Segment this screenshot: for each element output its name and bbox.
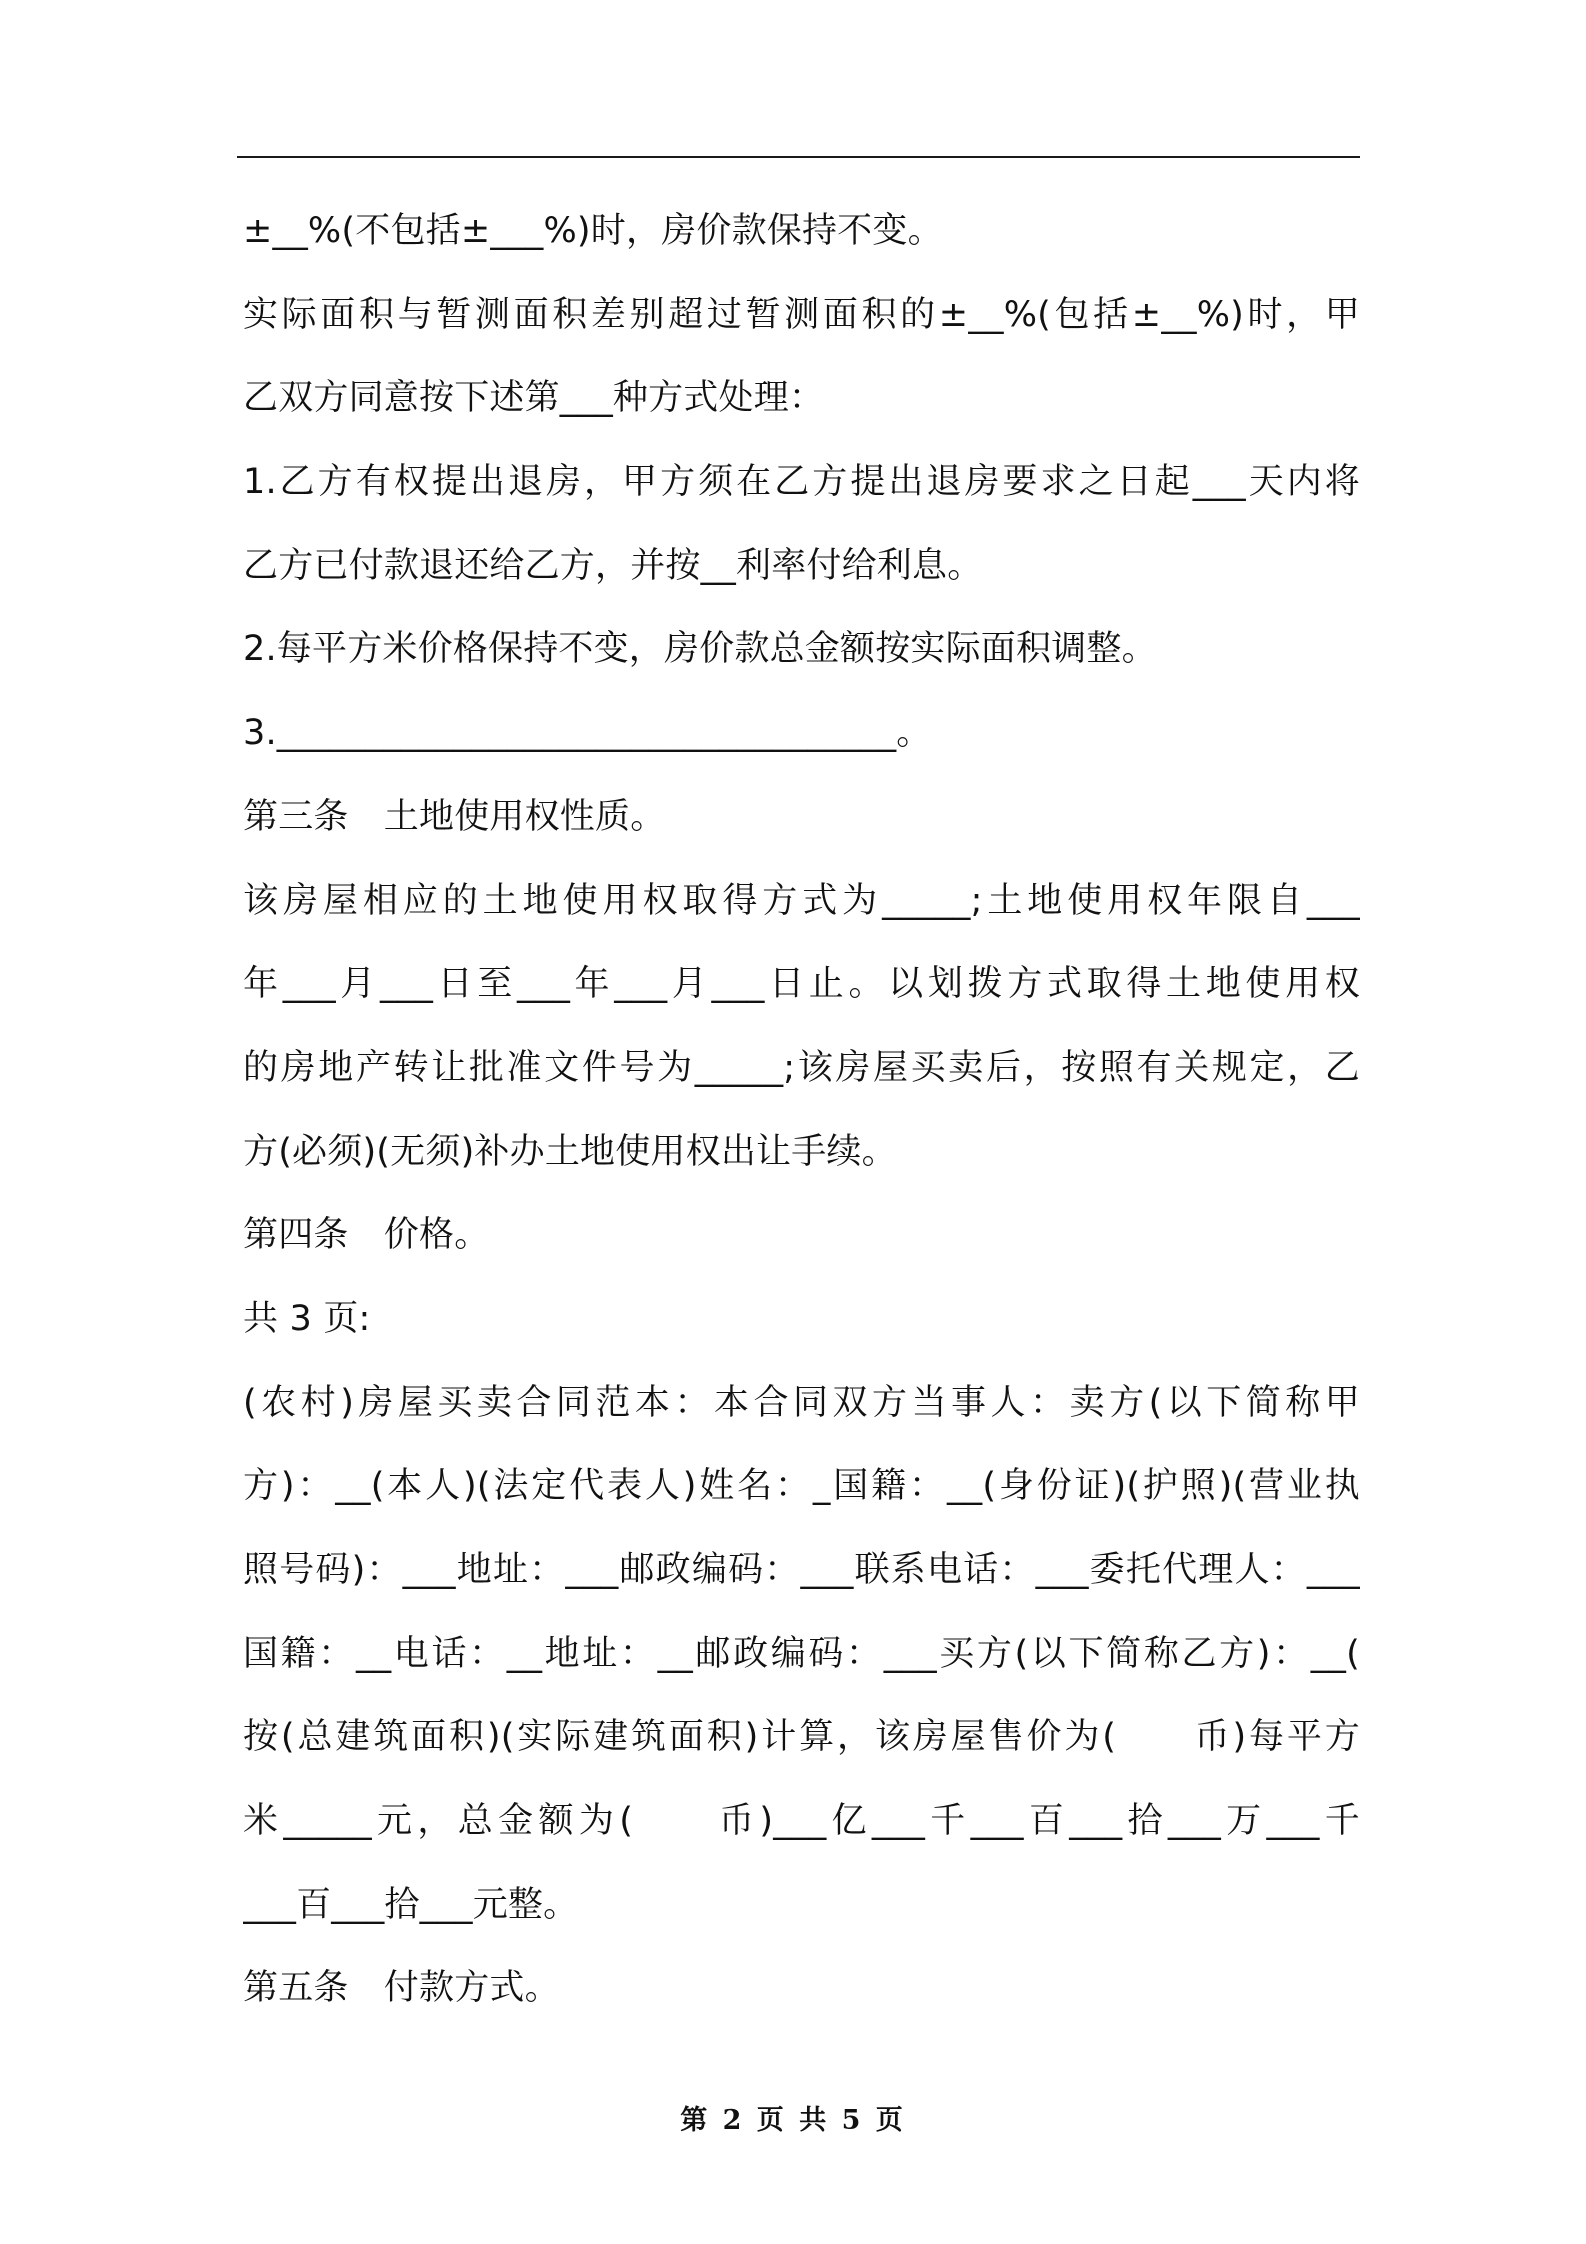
text-line: 乙方已付款退还给乙方，并按__利率付给利息。	[243, 545, 983, 586]
page-number-footer: 第 2 页 共 5 页	[680, 2105, 906, 2136]
text-line: 共 3 页:	[243, 1298, 371, 1339]
text-line: 乙双方同意按下述第___种方式处理：	[243, 378, 825, 419]
text-line: 实际面积与暂测面积差别超过暂测面积的±__%(包括±__%)时，甲	[243, 294, 1360, 335]
text-line: 方)：__(本人)(法定代表人)姓名：_国籍：__(身份证)(护照)(营业执	[243, 1466, 1360, 1507]
text-line: 国籍：__电话：__地址：__邮政编码：___买方(以下简称乙方)：__(	[243, 1633, 1360, 1674]
text-line: 第五条 付款方式。	[243, 1968, 560, 2009]
header-rule	[237, 156, 1360, 158]
text-line: 1.乙方有权提出退房，甲方须在乙方提出退房要求之日起___天内将	[243, 462, 1360, 503]
text-line: 照号码)：___地址：___邮政编码：___联系电话：___委托代理人：___	[243, 1550, 1360, 1590]
text-line: 米_____元，总金额为( 币)___亿___千___百___拾___万___千	[243, 1801, 1360, 1842]
text-line: 2.每平方米价格保持不变，房价款总金额按实际面积调整。	[243, 629, 1157, 670]
text-line: (农村)房屋买卖合同范本：本合同双方当事人：卖方(以下简称甲	[243, 1382, 1360, 1423]
text-line: ___百___拾___元整。	[243, 1884, 579, 1925]
text-line: 第四条 价格。	[243, 1215, 490, 1256]
text-line: 按(总建筑面积)(实际建筑面积)计算，该房屋售价为( 币)每平方	[243, 1717, 1360, 1758]
text-line: 年___月___日至___年___月___日止。以划拨方式取得土地使用权	[243, 964, 1360, 1005]
text-line: 第三条 土地使用权性质。	[243, 796, 666, 837]
text-line: 方(必须)(无须)补办土地使用权出让手续。	[243, 1131, 897, 1172]
text-line: ±__%(不包括±___%)时，房价款保持不变。	[243, 211, 943, 251]
text-line: 3.___________________________________。	[243, 713, 932, 754]
text-line: 该房屋相应的土地使用权取得方式为_____;土地使用权年限自___	[243, 880, 1360, 921]
text-line: 的房地产转让批准文件号为_____;该房屋买卖后，按照有关规定，乙	[243, 1047, 1360, 1088]
contract-body-text	[243, 190, 1360, 2031]
